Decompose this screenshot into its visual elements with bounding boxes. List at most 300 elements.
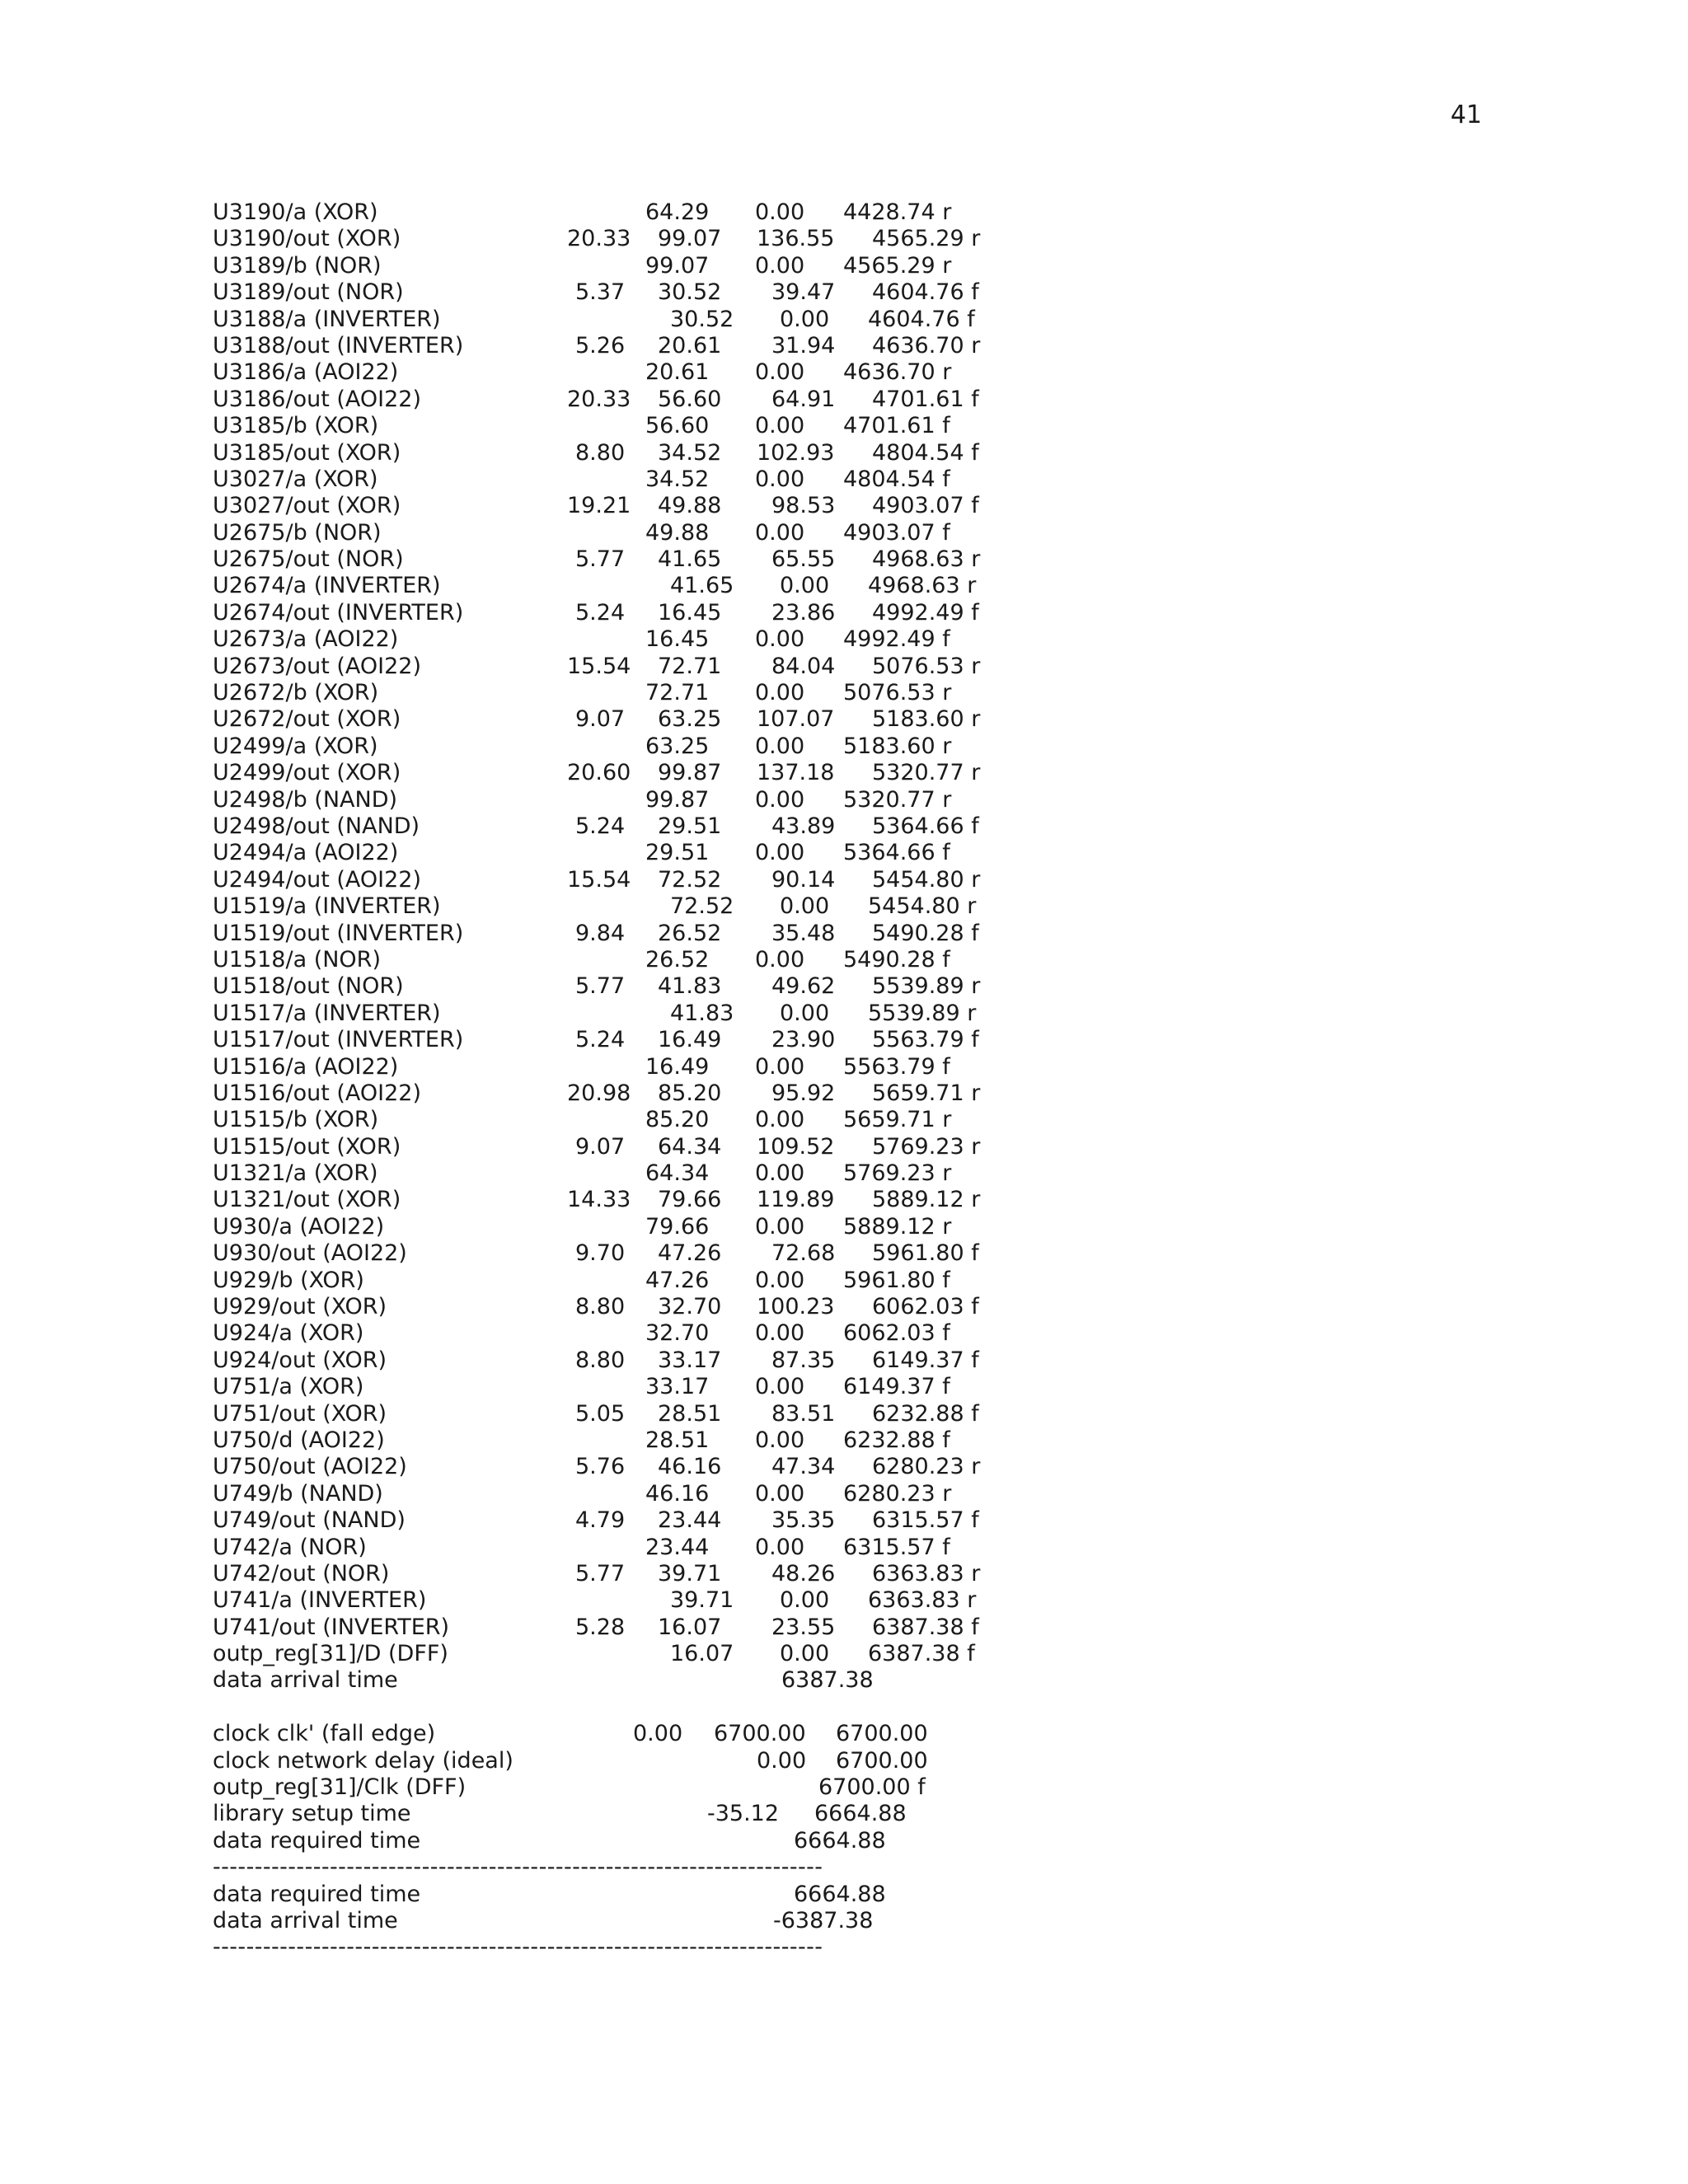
- trans-value: 23.44: [658, 1507, 722, 1534]
- trans-value: 23.44: [645, 1534, 710, 1560]
- timing-row: [213, 413, 1037, 439]
- fanout-value: 5.24: [575, 1027, 626, 1053]
- pin-name: U2673/a (AOI22): [213, 626, 399, 653]
- pin-name: U3190/a (XOR): [213, 199, 378, 225]
- fanout-value: 14.33: [567, 1187, 631, 1213]
- fanout-value: 8.80: [575, 439, 626, 466]
- path-value: 4804.54 f: [843, 466, 950, 492]
- path-value: 4636.70 r: [843, 359, 952, 386]
- fanout-value: 20.33: [567, 386, 631, 412]
- trans-value: 20.61: [645, 359, 710, 386]
- trans-value: 64.29: [645, 199, 710, 225]
- pin-name: data arrival time: [213, 1667, 398, 1694]
- timing-report: [213, 199, 1037, 1961]
- timing-row: [213, 706, 1037, 733]
- timing-row: [213, 1080, 1037, 1107]
- incr-value: 0.00: [755, 786, 805, 813]
- trans-value: 30.52: [658, 279, 722, 306]
- incr-value: 31.94: [771, 332, 836, 359]
- timing-row: [213, 1641, 1037, 1667]
- pin-name: U2675/out (NOR): [213, 546, 404, 573]
- summary-row: [213, 1908, 1037, 1934]
- incr-value: 23.55: [771, 1614, 836, 1640]
- incr-value: 0.00: [780, 1641, 830, 1667]
- pin-name: U741/out (INVERTER): [213, 1614, 450, 1640]
- path-value: 4968.63 r: [868, 573, 977, 599]
- incr-value: 0.00: [755, 252, 805, 279]
- clock-value: 6700.00 f: [818, 1774, 926, 1801]
- trans-value: 28.51: [658, 1400, 722, 1427]
- path-value: 5961.80 f: [872, 1240, 979, 1267]
- path-value: 6387.38: [781, 1667, 874, 1694]
- trans-value: 26.52: [645, 946, 710, 972]
- pin-name: U3188/a (INVERTER): [213, 306, 441, 332]
- incr-value: 0.00: [755, 359, 805, 386]
- trans-value: 99.07: [658, 226, 722, 252]
- incr-value: 83.51: [771, 1400, 836, 1427]
- incr-value: 84.04: [771, 653, 836, 679]
- fanout-value: 5.77: [575, 1560, 626, 1586]
- pin-name: U2672/out (XOR): [213, 706, 401, 733]
- timing-row: [213, 1054, 1037, 1080]
- path-value: 5769.23 r: [843, 1160, 952, 1187]
- fanout-value: 5.76: [575, 1454, 626, 1480]
- clock-value: 6700.00: [714, 1721, 806, 1747]
- pin-name: U2675/b (NOR): [213, 519, 382, 546]
- trans-value: 47.26: [645, 1267, 710, 1293]
- trans-value: 39.71: [670, 1587, 734, 1614]
- path-value: 6062.03 f: [872, 1294, 979, 1320]
- trans-value: 29.51: [658, 813, 722, 839]
- timing-row: [213, 1374, 1037, 1400]
- summary-value: -6387.38: [773, 1908, 874, 1933]
- timing-row: [213, 226, 1037, 252]
- pin-name: U1321/out (XOR): [213, 1187, 401, 1213]
- fanout-value: 15.54: [567, 653, 631, 679]
- fanout-value: 8.80: [575, 1347, 626, 1373]
- incr-value: 0.00: [780, 1587, 830, 1614]
- timing-row: [213, 973, 1037, 1000]
- trans-value: 41.65: [670, 573, 734, 599]
- incr-value: 0.00: [755, 1320, 805, 1347]
- incr-value: 64.91: [771, 386, 836, 412]
- timing-row: [213, 840, 1037, 866]
- incr-value: 48.26: [771, 1560, 836, 1586]
- pin-name: U2494/out (AOI22): [213, 866, 422, 893]
- path-value: 5076.53 r: [872, 653, 981, 679]
- path-value: 6232.88 f: [843, 1427, 950, 1453]
- path-value: 4968.63 r: [872, 546, 981, 573]
- incr-value: 102.93: [757, 439, 835, 466]
- incr-value: 47.34: [771, 1454, 836, 1480]
- pin-name: U1518/out (NOR): [213, 973, 404, 1000]
- clock-row: [213, 1748, 1037, 1774]
- pin-name: U1517/out (INVERTER): [213, 1027, 464, 1053]
- incr-value: 0.00: [755, 199, 805, 225]
- trans-value: 41.65: [658, 546, 722, 573]
- pin-name: U2673/out (AOI22): [213, 653, 422, 679]
- path-value: 6315.57 f: [872, 1507, 979, 1534]
- trans-value: 47.26: [658, 1240, 722, 1267]
- path-value: 5076.53 r: [843, 680, 952, 706]
- incr-value: 0.00: [755, 946, 805, 972]
- timing-row: [213, 1561, 1037, 1587]
- summary-row: [213, 1882, 1037, 1908]
- pin-name: U930/out (AOI22): [213, 1240, 407, 1267]
- path-value: 6363.83 r: [868, 1587, 977, 1614]
- path-value: 5490.28 f: [872, 920, 979, 946]
- incr-value: 65.55: [771, 546, 836, 573]
- pin-name: U2674/a (INVERTER): [213, 573, 441, 599]
- timing-row: [213, 199, 1037, 226]
- path-value: 5659.71 r: [872, 1080, 981, 1106]
- pin-name: U1516/a (AOI22): [213, 1053, 399, 1080]
- clock-value: 6700.00: [836, 1747, 928, 1774]
- trans-value: 72.52: [658, 866, 722, 893]
- trans-value: 64.34: [658, 1133, 722, 1160]
- path-value: 5563.79 f: [872, 1027, 979, 1053]
- clock-label: data required time: [213, 1827, 421, 1854]
- trans-value: 33.17: [658, 1347, 722, 1373]
- timing-row: [213, 546, 1037, 573]
- fanout-value: 9.07: [575, 706, 626, 733]
- pin-name: outp_reg[31]/D (DFF): [213, 1641, 448, 1667]
- path-value: 6149.37 f: [872, 1347, 979, 1373]
- timing-row: [213, 493, 1037, 519]
- timing-row: [213, 1587, 1037, 1614]
- clock-value: 6664.88: [814, 1801, 907, 1827]
- incr-value: 0.00: [755, 1427, 805, 1453]
- pin-name: U1515/b (XOR): [213, 1107, 379, 1133]
- timing-row: [213, 573, 1037, 599]
- incr-value: 0.00: [755, 1053, 805, 1080]
- timing-row: [213, 921, 1037, 947]
- incr-value: 49.62: [771, 973, 836, 1000]
- path-value: 6387.38 f: [868, 1641, 975, 1667]
- timing-row: [213, 893, 1037, 920]
- incr-value: 72.68: [771, 1240, 836, 1267]
- incr-value: 0.00: [755, 519, 805, 546]
- timing-row: [213, 1001, 1037, 1027]
- incr-value: 0.00: [755, 413, 805, 439]
- path-value: 4804.54 f: [872, 439, 979, 466]
- path-value: 5320.77 r: [843, 786, 952, 813]
- fanout-value: 5.37: [575, 279, 626, 306]
- fanout-value: 9.70: [575, 1240, 626, 1267]
- pin-name: U3186/a (AOI22): [213, 359, 399, 386]
- path-value: 4903.07 f: [872, 493, 979, 519]
- clock-row: [213, 1801, 1037, 1827]
- incr-value: 0.00: [755, 626, 805, 653]
- timing-row: [213, 1507, 1037, 1534]
- trans-value: 16.49: [645, 1053, 710, 1080]
- clock-value: 0.00: [633, 1721, 683, 1747]
- pin-name: U1519/out (INVERTER): [213, 920, 464, 946]
- clock-label: library setup time: [213, 1801, 411, 1827]
- pin-name: U2674/out (INVERTER): [213, 599, 464, 626]
- clock-value: -35.12: [707, 1801, 780, 1827]
- clock-row: [213, 1774, 1037, 1801]
- trans-value: 16.07: [670, 1641, 734, 1667]
- timing-row: [213, 1454, 1037, 1480]
- pin-name: U1517/a (INVERTER): [213, 1000, 441, 1026]
- timing-row: [213, 1027, 1037, 1053]
- trans-value: 46.16: [645, 1480, 710, 1507]
- fanout-value: 9.84: [575, 920, 626, 946]
- trans-value: 46.16: [658, 1454, 722, 1480]
- separator-line: -------------------------------------------------------------------------: [213, 1934, 823, 1961]
- incr-value: 90.14: [771, 866, 836, 893]
- summary-label: data required time: [213, 1881, 421, 1907]
- trans-value: 30.52: [670, 306, 734, 332]
- incr-value: 137.18: [757, 760, 835, 786]
- timing-row: [213, 813, 1037, 840]
- incr-value: 0.00: [755, 1160, 805, 1187]
- incr-value: 0.00: [755, 733, 805, 759]
- path-value: 6280.23 r: [843, 1480, 952, 1507]
- incr-value: 0.00: [755, 1107, 805, 1133]
- pin-name: U1321/a (XOR): [213, 1160, 378, 1187]
- trans-value: 32.70: [658, 1294, 722, 1320]
- timing-row: [213, 1294, 1037, 1320]
- timing-row: [213, 307, 1037, 333]
- incr-value: 0.00: [755, 1374, 805, 1400]
- pin-name: U751/out (XOR): [213, 1400, 387, 1427]
- trans-value: 16.45: [658, 599, 722, 626]
- path-value: 6149.37 f: [843, 1374, 950, 1400]
- fanout-value: 8.80: [575, 1294, 626, 1320]
- trans-value: 41.83: [670, 1000, 734, 1026]
- path-value: 5454.80 r: [868, 893, 977, 920]
- pin-name: U3186/out (AOI22): [213, 386, 422, 412]
- incr-value: 23.90: [771, 1027, 836, 1053]
- incr-value: 95.92: [771, 1080, 836, 1106]
- path-value: 6363.83 r: [872, 1560, 981, 1586]
- timing-row: [213, 787, 1037, 813]
- trans-value: 79.66: [658, 1187, 722, 1213]
- incr-value: 0.00: [755, 840, 805, 866]
- fanout-value: 5.28: [575, 1614, 626, 1640]
- timing-row: [213, 760, 1037, 786]
- pin-name: U3189/b (NOR): [213, 252, 382, 279]
- timing-row: [213, 1160, 1037, 1187]
- fanout-value: 9.07: [575, 1133, 626, 1160]
- timing-row: [213, 1187, 1037, 1213]
- pin-name: U929/b (XOR): [213, 1267, 364, 1293]
- timing-row: [213, 733, 1037, 760]
- pin-name: U3189/out (NOR): [213, 279, 404, 306]
- path-value: 4992.49 f: [872, 599, 979, 626]
- trans-value: 99.87: [645, 786, 710, 813]
- timing-row: [213, 1214, 1037, 1240]
- path-value: 5539.89 r: [868, 1000, 977, 1026]
- page-number: 41: [1450, 101, 1482, 129]
- incr-value: 136.55: [757, 226, 835, 252]
- trans-value: 32.70: [645, 1320, 710, 1347]
- pin-name: U1519/a (INVERTER): [213, 893, 441, 920]
- pin-name: U750/d (AOI22): [213, 1427, 385, 1453]
- timing-row: [213, 440, 1037, 466]
- fanout-value: 15.54: [567, 866, 631, 893]
- timing-row: [213, 680, 1037, 706]
- clock-row: [213, 1721, 1037, 1747]
- incr-value: 119.89: [757, 1187, 835, 1213]
- trans-value: 16.07: [658, 1614, 722, 1640]
- trans-value: 49.88: [658, 493, 722, 519]
- pin-name: U3185/b (XOR): [213, 413, 379, 439]
- path-value: 6232.88 f: [872, 1400, 979, 1427]
- pin-name: U3027/a (XOR): [213, 466, 378, 492]
- timing-row: [213, 1481, 1037, 1507]
- path-value: 4903.07 f: [843, 519, 950, 546]
- fanout-value: 19.21: [567, 493, 631, 519]
- timing-row: [213, 387, 1037, 413]
- path-value: 4604.76 f: [868, 306, 975, 332]
- clock-label: outp_reg[31]/Clk (DFF): [213, 1774, 467, 1801]
- trans-value: 39.71: [658, 1560, 722, 1586]
- fanout-value: 5.24: [575, 599, 626, 626]
- timing-row: [213, 1134, 1037, 1160]
- trans-value: 99.07: [645, 252, 710, 279]
- timing-row: [213, 1615, 1037, 1641]
- fanout-value: 5.24: [575, 813, 626, 839]
- trans-value: 49.88: [645, 519, 710, 546]
- clock-value: 0.00: [757, 1747, 807, 1774]
- pin-name: U2672/b (XOR): [213, 680, 379, 706]
- path-value: 5961.80 f: [843, 1267, 950, 1293]
- timing-row: [213, 1667, 1037, 1694]
- trans-value: 28.51: [645, 1427, 710, 1453]
- path-value: 4992.49 f: [843, 626, 950, 653]
- timing-row: [213, 654, 1037, 680]
- path-value: 6062.03 f: [843, 1320, 950, 1347]
- timing-row: [213, 1427, 1037, 1454]
- path-value: 4565.29 r: [872, 226, 981, 252]
- timing-row: [213, 359, 1037, 386]
- timing-row: [213, 867, 1037, 893]
- timing-row: [213, 600, 1037, 626]
- incr-value: 23.86: [771, 599, 836, 626]
- trans-value: 41.83: [658, 973, 722, 1000]
- trans-value: 99.87: [658, 760, 722, 786]
- trans-value: 34.52: [645, 466, 710, 492]
- path-value: 5454.80 r: [872, 866, 981, 893]
- path-value: 4428.74 r: [843, 199, 952, 225]
- path-value: 5889.12 r: [872, 1187, 981, 1213]
- fanout-value: 20.33: [567, 226, 631, 252]
- incr-value: 0.00: [755, 466, 805, 492]
- path-value: 5889.12 r: [843, 1213, 952, 1240]
- trans-value: 85.20: [645, 1107, 710, 1133]
- pin-name: U2498/b (NAND): [213, 786, 398, 813]
- timing-row: [213, 1107, 1037, 1133]
- incr-value: 107.07: [757, 706, 835, 733]
- trans-value: 20.61: [658, 332, 722, 359]
- fanout-value: 5.26: [575, 332, 626, 359]
- summary-value: 6664.88: [794, 1881, 886, 1907]
- path-value: 4565.29 r: [843, 252, 952, 279]
- pin-name: U1518/a (NOR): [213, 946, 381, 972]
- clock-label: clock clk' (fall edge): [213, 1721, 436, 1747]
- timing-row: [213, 1268, 1037, 1294]
- path-value: 5659.71 r: [843, 1107, 952, 1133]
- pin-name: U929/out (XOR): [213, 1294, 387, 1320]
- path-value: 5769.23 r: [872, 1133, 981, 1160]
- path-value: 5183.60 r: [843, 733, 952, 759]
- path-value: 5320.77 r: [872, 760, 981, 786]
- fanout-value: 20.98: [567, 1080, 631, 1106]
- trans-value: 29.51: [645, 840, 710, 866]
- trans-value: 85.20: [658, 1080, 722, 1106]
- trans-value: 72.52: [670, 893, 734, 920]
- path-value: 5563.79 f: [843, 1053, 950, 1080]
- timing-row: [213, 1401, 1037, 1427]
- timing-row: [213, 1535, 1037, 1561]
- fanout-value: 4.79: [575, 1507, 626, 1534]
- incr-value: 100.23: [757, 1294, 835, 1320]
- summary-label: data arrival time: [213, 1908, 398, 1933]
- trans-value: 64.34: [645, 1160, 710, 1187]
- pin-name: U3190/out (XOR): [213, 226, 401, 252]
- trans-value: 63.25: [645, 733, 710, 759]
- pin-name: U2498/out (NAND): [213, 813, 420, 839]
- pin-name: U2499/out (XOR): [213, 760, 401, 786]
- incr-value: 43.89: [771, 813, 836, 839]
- incr-value: 0.00: [755, 1480, 805, 1507]
- pin-name: U751/a (XOR): [213, 1374, 364, 1400]
- pin-name: U3188/out (INVERTER): [213, 332, 464, 359]
- timing-row: [213, 279, 1037, 306]
- clock-row: [213, 1828, 1037, 1854]
- pin-name: U3027/out (XOR): [213, 493, 401, 519]
- path-value: 4604.76 f: [872, 279, 979, 306]
- pin-name: U742/out (NOR): [213, 1560, 390, 1586]
- blank-line: [213, 1694, 1037, 1721]
- trans-value: 33.17: [645, 1374, 710, 1400]
- separator-line: -------------------------------------------------------------------------: [213, 1854, 823, 1881]
- trans-value: 34.52: [658, 439, 722, 466]
- timing-row: [213, 1240, 1037, 1267]
- path-value: 4701.61 f: [872, 386, 979, 412]
- timing-row: [213, 1320, 1037, 1347]
- fanout-value: 20.60: [567, 760, 631, 786]
- pin-name: U1516/out (AOI22): [213, 1080, 422, 1106]
- timing-row: [213, 626, 1037, 653]
- pin-name: U741/a (INVERTER): [213, 1587, 427, 1614]
- incr-value: 35.48: [771, 920, 836, 946]
- pin-name: U750/out (AOI22): [213, 1454, 407, 1480]
- trans-value: 16.45: [645, 626, 710, 653]
- path-value: 5364.66 f: [872, 813, 979, 839]
- pin-name: U2499/a (XOR): [213, 733, 378, 759]
- path-value: 6387.38 f: [872, 1614, 979, 1640]
- incr-value: 0.00: [780, 573, 830, 599]
- incr-value: 0.00: [780, 1000, 830, 1026]
- path-value: 4636.70 r: [872, 332, 981, 359]
- pin-name: U3185/out (XOR): [213, 439, 401, 466]
- pin-name: U742/a (NOR): [213, 1534, 367, 1560]
- fanout-value: 5.05: [575, 1400, 626, 1427]
- pin-name: U749/out (NAND): [213, 1507, 406, 1534]
- trans-value: 72.71: [645, 680, 710, 706]
- timing-row: [213, 1347, 1037, 1374]
- clock-value: 6700.00: [836, 1721, 928, 1747]
- path-value: 5183.60 r: [872, 706, 981, 733]
- timing-row: [213, 466, 1037, 493]
- trans-value: 56.60: [658, 386, 722, 412]
- trans-value: 16.49: [658, 1027, 722, 1053]
- trans-value: 72.71: [658, 653, 722, 679]
